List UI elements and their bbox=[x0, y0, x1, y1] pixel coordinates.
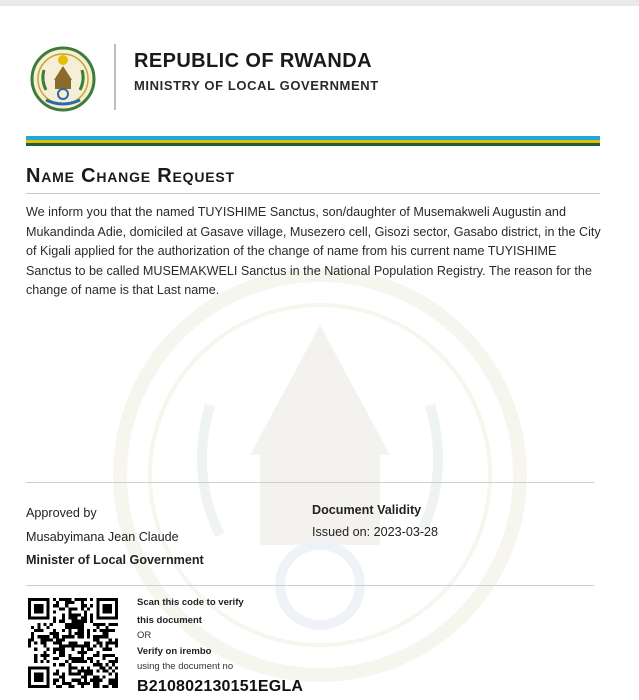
scan-instruction: Scan this code to verify bbox=[137, 597, 244, 608]
top-bar bbox=[0, 0, 639, 6]
request-title: Name Change Request bbox=[26, 165, 235, 187]
document-number: B210802130151EGLA bbox=[137, 678, 304, 695]
document-no-label: using the document no bbox=[137, 661, 234, 672]
watermark-emblem-icon bbox=[100, 255, 540, 695]
issued-date: Issued on: 2023-03-28 bbox=[312, 525, 439, 539]
or-label: OR bbox=[137, 630, 152, 641]
approver-role: Minister of Local Government bbox=[26, 553, 204, 567]
irembo-instruction: Verify on irembo bbox=[137, 646, 212, 657]
rwanda-coat-of-arms-icon bbox=[30, 46, 96, 112]
country-title: REPUBLIC OF RWANDA bbox=[134, 50, 372, 72]
approved-by-label: Approved by bbox=[26, 506, 97, 520]
footer-divider bbox=[26, 585, 594, 586]
qr-code[interactable] bbox=[28, 598, 118, 688]
ministry-title: MINISTRY OF LOCAL GOVERNMENT bbox=[134, 78, 379, 93]
approver-name: Musabyimana Jean Claude bbox=[26, 530, 179, 544]
title-divider bbox=[26, 193, 600, 194]
scan-instruction-cont: this document bbox=[137, 615, 202, 626]
validity-heading: Document Validity bbox=[312, 503, 422, 517]
header-divider bbox=[114, 44, 116, 110]
flag-stripe-green bbox=[26, 143, 600, 146]
request-body: We inform you that the named TUYISHIME Sanctus, son/daughter of Musemakweli Augustin and Mukandinda Adie, domiciled at Gasave village, Musezero cell, Gisozi sector, Gasabo district, in the City of Kigali applied for the authorization of the change of name from his current name TUYISHIME Sanctus to be called MUSEMAKWELI Sanctus in the National Population Registry. The reason for the change of name is that Last name. bbox=[26, 205, 601, 298]
section-divider bbox=[26, 482, 594, 483]
